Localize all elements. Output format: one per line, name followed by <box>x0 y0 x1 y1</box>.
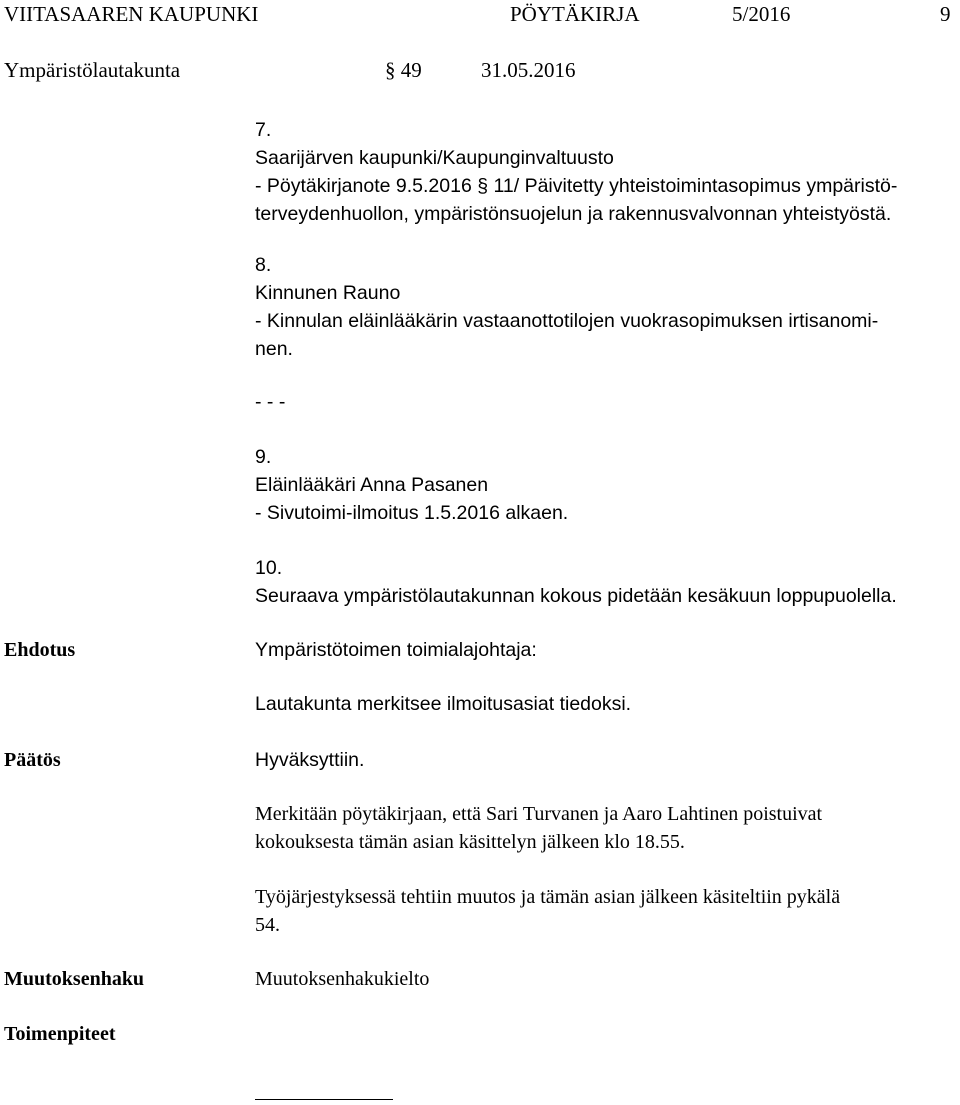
decision-result: Hyväksyttiin. <box>255 749 365 771</box>
item-line: Kinnunen Rauno <box>255 282 401 304</box>
document-type: PÖYTÄKIRJA <box>510 2 640 26</box>
page-number: 9 <box>940 2 951 26</box>
meeting-date: 31.05.2016 <box>481 58 576 82</box>
item-number: 9. <box>255 446 272 468</box>
organization-name: VIITASAAREN KAUPUNKI <box>4 2 259 26</box>
item-line: Saarijärven kaupunki/Kaupunginvaltuusto <box>255 147 614 169</box>
decision-note: Työjärjestyksessä tehtiin muutos ja tämän asian jälkeen käsiteltiin pykälä <box>255 886 841 908</box>
item-line: Seuraava ympäristölautakunnan kokous pidetään kesäkuun loppupuolella. <box>255 585 897 607</box>
board-name: Ympäristölautakunta <box>4 58 181 82</box>
item-number: 10. <box>255 557 283 579</box>
item-line: - Pöytäkirjanote 9.5.2016 § 11/ Päivitetty yhteistoimintasopimus ympäristö- <box>255 175 898 197</box>
appeal-text: Muutoksenhakukielto <box>255 968 430 990</box>
document-number: 5/2016 <box>732 2 791 26</box>
divider-line <box>255 1099 393 1100</box>
decision-note: Merkitään pöytäkirjaan, että Sari Turvanen ja Aaro Lahtinen poistuivat <box>255 803 823 825</box>
decision-note: 54. <box>255 914 280 936</box>
item-number: 7. <box>255 119 272 141</box>
decision-note: kokouksesta tämän asian käsittelyn jälkeen klo 18.55. <box>255 831 685 853</box>
appeal-label: Muutoksenhaku <box>4 968 145 990</box>
item-line: nen. <box>255 338 293 360</box>
proposal-label: Ehdotus <box>4 639 76 661</box>
item-separator: - - - <box>255 391 286 413</box>
decision-label: Päätös <box>4 749 61 771</box>
item-line: terveydenhuollon, ympäristönsuojelun ja rakennusvalvonnan yhteistyöstä. <box>255 203 892 225</box>
item-line: - Sivutoimi-ilmoitus 1.5.2016 alkaen. <box>255 502 569 524</box>
item-line: Eläinlääkäri Anna Pasanen <box>255 474 489 496</box>
section-mark: § 49 <box>385 58 422 82</box>
proposal-text: Lautakunta merkitsee ilmoitusasiat tiedoksi. <box>255 693 632 715</box>
item-number: 8. <box>255 254 272 276</box>
item-line: - Kinnulan eläinlääkärin vastaanottotilojen vuokrasopimuksen irtisanomi- <box>255 310 879 332</box>
proposal-author: Ympäristötoimen toimialajohtaja: <box>255 639 537 661</box>
actions-label: Toimenpiteet <box>4 1023 116 1045</box>
